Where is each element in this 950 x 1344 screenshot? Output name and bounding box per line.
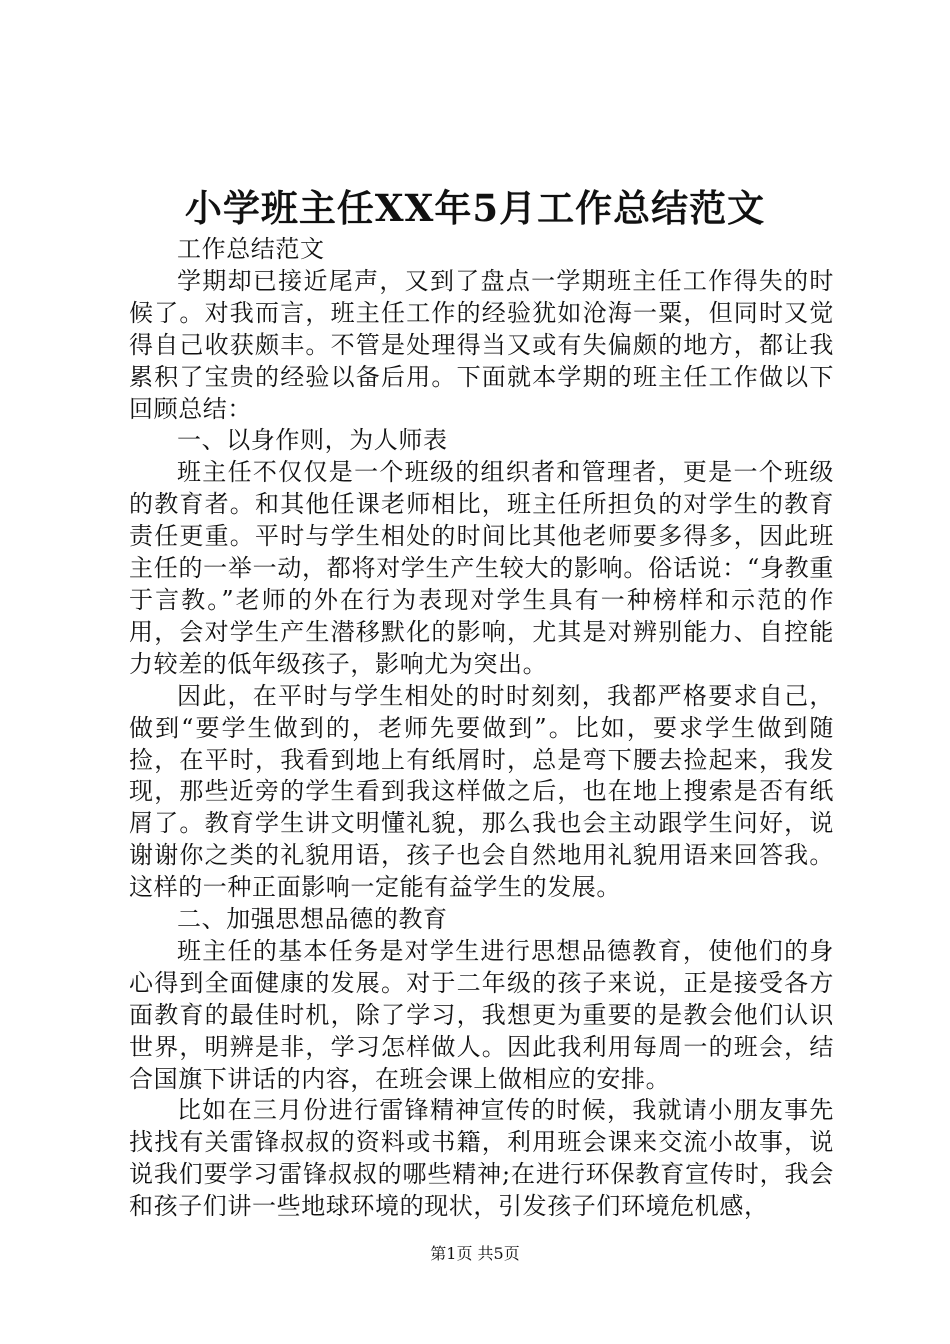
section-heading-1: 一、以身作则，为人师表 <box>177 426 448 455</box>
intro-paragraph: 学期却已接近尾声，又到了盘点一学期班主任工作得失的时候了。对我而言，班主任工作的经验犹如沧海一粟，但同时又觉得自己收获颇丰。不管是处理得当又或有失偏颇的地方，都让我累积了宝贵的经验以备后用。下面就本学期的班主任工作做以下回顾总结： <box>129 266 834 423</box>
section-label: 工作总结范文 <box>177 235 325 263</box>
document-title: 小学班主任XX年5月工作总结范文 <box>184 186 766 230</box>
page-footer: 第1页 共5页 <box>430 1244 520 1263</box>
body-paragraph: 因此，在平时与学生相处的时时刻刻，我都严格要求自己，做到“要学生做到的，老师先要做到”。比如，要求学生做到随捡，在平时，我看到地上有纸屑时，总是弯下腰去捡起来，我发现，那些近旁的学生看到我这样做之后，也在地上搜索是否有纸屑了。教育学生讲文明懂礼貌，那么我也会主动跟学生问好，说谢谢你之类的礼貌用语，孩子也会自然地用礼貌用语来回答我。这样的一种正面影响一定能有益学生的发展。 <box>129 681 834 902</box>
body-paragraph: 班主任的基本任务是对学生进行思想品德教育，使他们的身心得到全面健康的发展。对于二年级的孩子来说，正是接受各方面教育的最佳时机，除了学习，我想更为重要的是教会他们认识世界，明辨是非，学习怎样做人。因此我利用每周一的班会，结合国旗下讲话的内容，在班会课上做相应的安排。 <box>129 936 834 1093</box>
section-heading-2: 二、加强思想品德的教育 <box>177 905 448 934</box>
document-body <box>129 234 834 1223</box>
body-paragraph: 班主任不仅仅是一个班级的组织者和管理者，更是一个班级的教育者。和其他任课老师相比，班主任所担负的对学生的教育责任更重。平时与学生相处的时间比其他老师要多得多，因此班主任的一举一动，都将对学生产生较大的影响。俗话说：“身教重于言教。”老师的外在行为表现对学生具有一种榜样和示范的作用，会对学生产生潜移默化的影响，尤其是对辨别能力、自控能力较差的低年级孩子，影响尤为突出。 <box>129 458 834 678</box>
body-paragraph: 比如在三月份进行雷锋精神宣传的时候，我就请小朋友事先找找有关雷锋叔叔的资料或书籍，利用班会课来交流小故事，说说我们要学习雷锋叔叔的哪些精神;在进行环保教育宣传时，我会和孩子们讲一些地球环境的现状，引发孩子们环境危机感， <box>129 1096 834 1221</box>
